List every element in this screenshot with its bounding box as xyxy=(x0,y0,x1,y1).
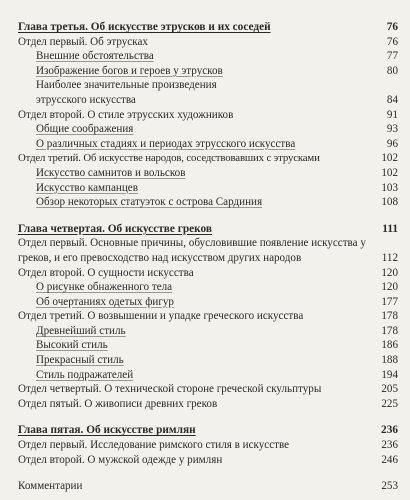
entry-title: Отдел третий. Об искусстве народов, соседствовавших с этрусками xyxy=(18,152,320,165)
entry-title: Об очертаниях одетых фигур xyxy=(36,295,174,308)
toc-entry xyxy=(18,266,398,281)
chapter-heading xyxy=(18,423,398,438)
entry-title: Прекрасный стиль xyxy=(36,354,124,367)
page-number: 103 xyxy=(381,181,398,194)
page-number: 80 xyxy=(386,64,398,77)
entry-title: Изображение богов и героев у этрусков xyxy=(36,64,223,77)
toc-entry xyxy=(18,438,398,453)
page-number: 96 xyxy=(386,137,398,150)
page-number: 91 xyxy=(386,108,398,121)
toc-entry xyxy=(18,353,398,368)
toc-entry xyxy=(18,382,398,397)
entry-title: Отдел четвертый. О технической стороне греческой скульптуры xyxy=(18,383,322,396)
chapter-heading xyxy=(18,20,398,35)
entry-title: Отдел первый. Об этрусках xyxy=(18,35,148,48)
page-number: 178 xyxy=(381,324,398,337)
page-number: 178 xyxy=(381,310,398,323)
page-number: 194 xyxy=(381,368,398,381)
page-number: 246 xyxy=(381,453,398,466)
entry-title: Искусство самнитов и вольсков xyxy=(36,166,186,179)
entry-title: Отдел второй. О мужской одежде у римлян xyxy=(18,453,223,466)
chapter-heading xyxy=(18,222,398,237)
chapter-title: Глава четвертая. Об искусстве греков xyxy=(18,222,212,235)
entry-title: Обзор некоторых статуэток с острова Сардиния xyxy=(36,196,263,209)
section-spacer xyxy=(18,210,398,222)
toc-entry xyxy=(18,338,398,353)
toc-entry xyxy=(18,108,398,123)
page-number: 236 xyxy=(381,424,398,437)
page-number: 112 xyxy=(381,251,398,264)
page-number: 188 xyxy=(381,354,398,367)
page-number: 76 xyxy=(386,35,398,48)
toc-entry xyxy=(18,78,398,107)
entry-title: Внешние обстоятельства xyxy=(36,50,154,63)
toc-entry xyxy=(18,236,398,265)
page-number: 76 xyxy=(386,21,398,33)
entry-title: Искусство кампанцев xyxy=(36,181,138,194)
entry-title: Стиль подражателей xyxy=(36,368,134,381)
entry-title: Отдел третий. О возвышении и упадке греческого искусства xyxy=(18,310,304,323)
entry-title: Отдел первый. Исследование римского стиля в искусстве xyxy=(18,439,290,452)
page-number: 205 xyxy=(381,383,398,396)
section-spacer xyxy=(18,411,398,423)
page-number: 120 xyxy=(381,281,398,294)
page-number: 108 xyxy=(381,196,398,209)
page-number: 111 xyxy=(382,222,398,235)
entry-title: Отдел второй. О стиле этрусских художников xyxy=(18,108,234,121)
entry-title: Древнейший стиль xyxy=(36,324,126,337)
toc-entry xyxy=(18,295,398,310)
page-number: 102 xyxy=(381,166,398,179)
toc-entry xyxy=(18,49,398,64)
entry-title: Комментарии xyxy=(18,480,83,493)
page-number: 93 xyxy=(386,123,398,136)
toc-entry xyxy=(18,453,398,468)
page-number: 102 xyxy=(381,152,398,165)
toc-entry-comments xyxy=(18,479,398,494)
toc-entry xyxy=(18,280,398,295)
entry-title: Отдел второй. О сущности искусства xyxy=(18,266,194,279)
toc-entry xyxy=(18,151,398,166)
page-number: 77 xyxy=(386,50,398,63)
toc-entry xyxy=(18,195,398,210)
page-number: 186 xyxy=(381,339,398,352)
toc-entry xyxy=(18,166,398,181)
chapter-title: Глава пятая. Об искусстве римлян xyxy=(18,424,196,437)
chapter-title: Глава третья. Об искусстве этрусков и их соседей xyxy=(18,21,271,33)
toc-entry xyxy=(18,35,398,50)
section-spacer xyxy=(18,467,398,479)
page-number: 236 xyxy=(381,439,398,452)
entry-title: О различных стадиях и периодах этрусского искусства xyxy=(36,137,296,150)
toc-entry xyxy=(18,324,398,339)
toc-entry xyxy=(18,137,398,152)
page-number: 253 xyxy=(381,480,398,493)
entry-title: Отдел пятый. О живописи древних греков xyxy=(18,397,218,410)
toc-entry xyxy=(18,368,398,383)
toc-entry xyxy=(18,122,398,137)
table-of-contents xyxy=(18,20,398,494)
page-number: 120 xyxy=(381,266,398,279)
entry-title: Высокий стиль xyxy=(36,339,108,352)
page-number: 225 xyxy=(381,397,398,410)
toc-entry xyxy=(18,397,398,412)
page-number: 177 xyxy=(381,295,398,308)
page-number: 84 xyxy=(386,93,398,106)
entry-title: Общие соображения xyxy=(36,123,134,136)
toc-entry xyxy=(18,309,398,324)
toc-entry xyxy=(18,64,398,79)
entry-title: Отдел первый. Основные причины, обусловившие появление искусства у греков, и его превосходство над искусством других народов xyxy=(18,237,366,264)
entry-title: Наиболее значительные произведения этрусского искусства xyxy=(36,79,217,106)
entry-title: О рисунке обнаженного тела xyxy=(36,281,173,294)
toc-entry xyxy=(18,181,398,196)
